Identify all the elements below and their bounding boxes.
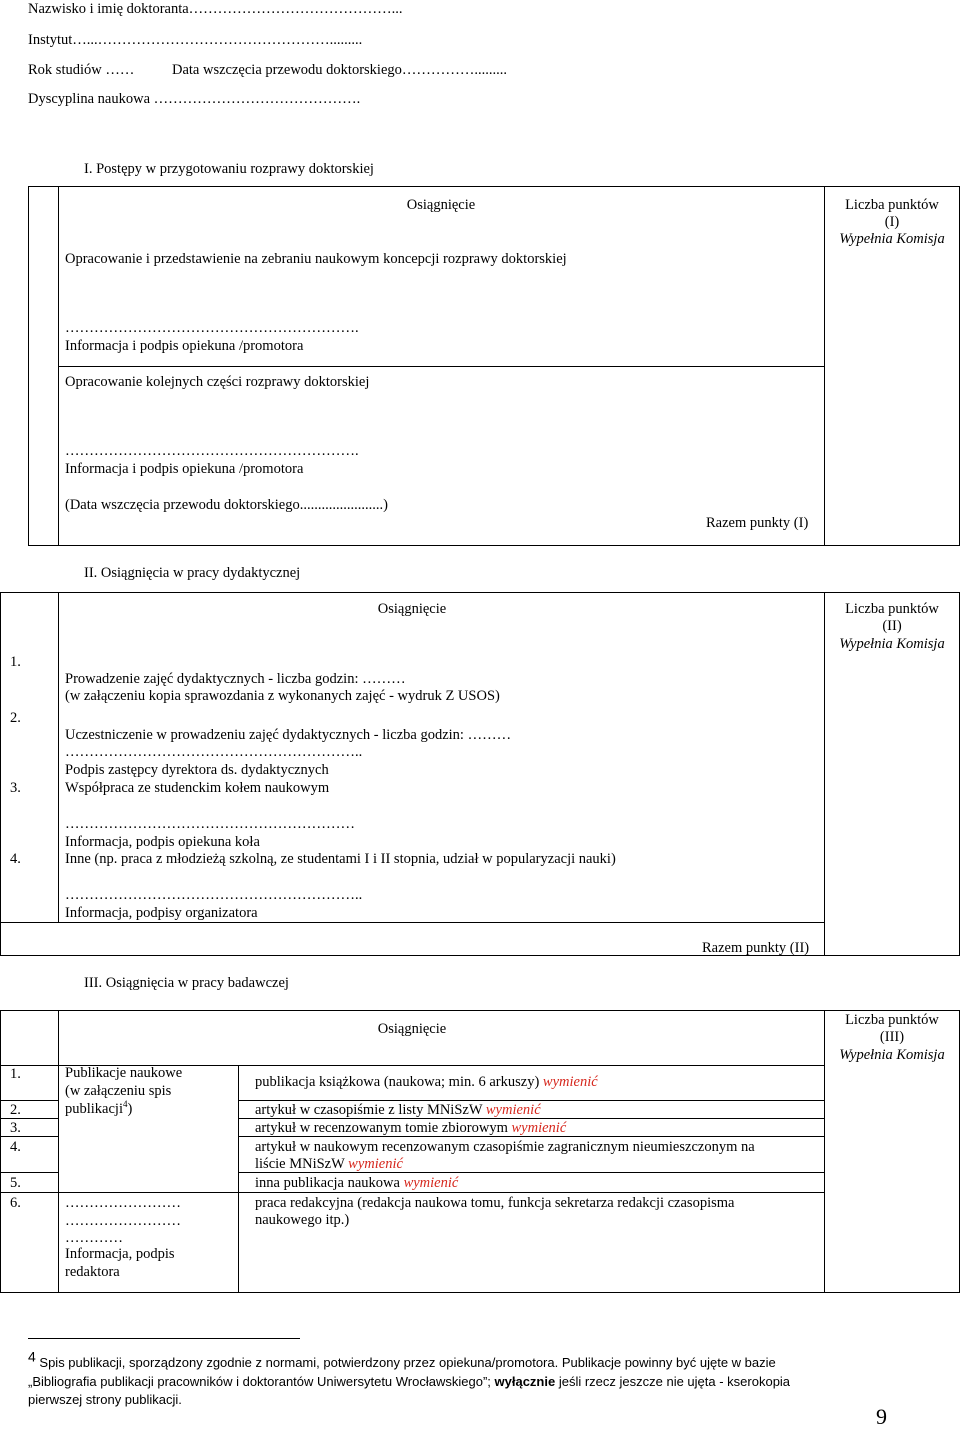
section-3-row-1: publikacja książkowa (naukowa; min. 6 arkuszy) wymienić xyxy=(255,1074,598,1090)
fill-in-marker: wymienić xyxy=(403,1175,459,1191)
doctoral-student-name-line: Nazwisko i imię doktoranta……………………………………... xyxy=(28,1,403,17)
section-3-row-6-line-2: naukowego itp.) xyxy=(255,1212,350,1228)
institute-line: Instytut…...…………………………………………......... xyxy=(28,32,363,48)
section-2-row-number-4: 4. xyxy=(10,851,21,867)
section-2-points-header: Liczba punktów xyxy=(845,601,939,617)
section-2-deputy-director-signature: Podpis zastępcy dyrektora ds. dydaktycznych xyxy=(65,762,329,778)
fill-in-marker: wymienić xyxy=(348,1156,403,1172)
section-3-editor-signature-2: redaktora xyxy=(65,1264,120,1280)
fill-in-marker: wymienić xyxy=(542,1074,598,1090)
section-2-club-supervisor-signature: Informacja, podpis opiekuna koła xyxy=(65,834,260,850)
section-1-commission-note: Wypełnia Komisja xyxy=(839,231,945,247)
section-2-other-activities: Inne (np. praca z młodzieżą szkolną, ze studentami I i II stopnia, udział w popularyzacji nauki) xyxy=(65,851,616,867)
section-1-dots-1: ……………………………………………………. xyxy=(65,320,359,336)
section-1-dots-2: ……………………………………………………. xyxy=(65,443,359,459)
section-2-title: II. Osiągnięcia w pracy dydaktycznej xyxy=(84,565,301,581)
section-3-editor-dots-2: …………………… xyxy=(65,1213,181,1229)
section-3-row-divider-4a xyxy=(0,1172,58,1173)
section-3-row-5: inna publikacja naukowa wymienić xyxy=(255,1175,459,1191)
section-1-row-divider xyxy=(58,366,824,367)
section-3-achievement-header: Osiągnięcie xyxy=(377,1021,447,1037)
section-2-commission-note: Wypełnia Komisja xyxy=(839,636,945,652)
section-2-organizer-signature: Informacja, podpisy organizatora xyxy=(65,905,258,921)
section-1-points-roman: (I) xyxy=(884,214,900,230)
section-2-dots-2: …………………………………………………….. xyxy=(65,744,363,760)
section-1-achievement-header: Osiągnięcie xyxy=(406,197,476,213)
footnote-reference-4: 4 xyxy=(123,1099,128,1110)
section-2-assisting-hours: Uczestniczenie w prowadzeniu zajęć dydaktycznych - liczba godzin: ……… xyxy=(65,727,512,743)
section-3-points-roman: (III) xyxy=(879,1029,905,1045)
section-3-publications-label-2: (w załączeniu spis xyxy=(65,1083,172,1099)
footnote-mark: 4 xyxy=(28,1348,36,1365)
section-3-row-4-line-2: liście MNiSzW wymienić xyxy=(255,1156,403,1172)
section-3-publications-label-1: Publikacje naukowe xyxy=(65,1065,183,1081)
section-3-row-6-line-1: praca redakcyjna (redakcja naukowa tomu, funkcja sekretarza redakcji czasopisma xyxy=(255,1195,735,1211)
section-3-number-column-line xyxy=(58,1010,59,1293)
section-1-supervisor-signature-2: Informacja i podpis opiekuna /promotora xyxy=(65,461,304,477)
section-3-row-number-5: 5. xyxy=(10,1175,21,1191)
section-2-total-points: Razem punkty (II) xyxy=(702,940,810,956)
footnote-separator xyxy=(28,1338,300,1339)
section-2-row-number-3: 3. xyxy=(10,780,21,796)
section-1-item-concept: Opracowanie i przedstawienie na zebraniu naukowym koncepcji rozprawy doktorskiej xyxy=(65,251,567,267)
section-2-dots-3: …………………………………………………… xyxy=(65,816,355,832)
section-3-publications-label-3: publikacji$^4$) xyxy=(65,1099,133,1117)
section-1-title: I. Postępy w przygotowaniu rozprawy doktorskiej xyxy=(84,161,374,177)
proceedings-start-date-label: Data wszczęcia przewodu doktorskiego……………......... xyxy=(172,62,508,78)
section-3-editor-signature-1: Informacja, podpis xyxy=(65,1246,175,1262)
footnote-line-2: „Bibliografia publikacji pracowników i doktorantów Uniwersytetu Wrocławskiego”; wyłącznie jeśli rzecz jeszcze nie ujęta - kserokopia xyxy=(28,1374,791,1389)
section-2-points-roman: (II) xyxy=(882,618,902,634)
section-1-start-date-note: (Data wszczęcia przewodu doktorskiego.......................) xyxy=(65,497,388,513)
section-2-row-number-1: 1. xyxy=(10,654,21,670)
section-3-row-3: artykuł w recenzowanym tomie zbiorowym wymienić xyxy=(255,1120,567,1136)
section-1-total-points: Razem punkty (I) xyxy=(706,515,809,531)
section-2-total-divider xyxy=(0,922,824,923)
section-2-teaching-hours: Prowadzenie zajęć dydaktycznych - liczba godzin: ……… xyxy=(65,671,406,687)
section-3-row-number-2: 2. xyxy=(10,1102,21,1118)
section-3-row-divider-1a xyxy=(0,1100,58,1101)
section-2-dots-4: …………………………………………………….. xyxy=(65,887,363,903)
section-2-achievement-header: Osiągnięcie xyxy=(377,601,447,617)
section-3-title: III. Osiągnięcia w pracy badawczej xyxy=(84,975,289,991)
section-3-row-4-line-1: artykuł w naukowym recenzowanym czasopiśmie zagranicznym nieumieszczonym na xyxy=(255,1139,755,1155)
discipline-line: Dyscyplina naukowa ……………………………………. xyxy=(28,91,361,107)
fill-in-marker: wymienić xyxy=(511,1120,567,1136)
page-number: 9 xyxy=(876,1404,887,1429)
fill-in-marker: wymienić xyxy=(485,1102,541,1118)
section-3-row-divider-5 xyxy=(0,1192,824,1193)
section-3-row-number-1: 1. xyxy=(10,1066,21,1082)
section-2-student-club-cooperation: Współpraca ze studenckim kołem naukowym xyxy=(65,780,330,796)
section-2-teaching-report-note: (w załączeniu kopia sprawozdania z wykonanych zajęć - wydruk Z USOS) xyxy=(65,688,500,704)
section-3-commission-note: Wypełnia Komisja xyxy=(839,1047,945,1063)
section-3-row-number-4: 4. xyxy=(10,1139,21,1155)
section-3-editor-dots-3: ………… xyxy=(65,1230,123,1246)
section-3-row-number-3: 3. xyxy=(10,1120,21,1136)
section-3-row-divider-2a xyxy=(0,1118,58,1119)
section-1-points-header: Liczba punktów xyxy=(845,197,939,213)
section-3-row-number-6: 6. xyxy=(10,1195,21,1211)
section-1-supervisor-signature-1: Informacja i podpis opiekuna /promotora xyxy=(65,338,304,354)
section-1-item-chapters: Opracowanie kolejnych części rozprawy doktorskiej xyxy=(65,374,370,390)
section-2-number-column-line xyxy=(58,592,59,922)
section-2-row-number-2: 2. xyxy=(10,710,21,726)
footnote-line-3: pierwszej strony publikacji. xyxy=(28,1392,182,1407)
section-3-row-2: artykuł w czasopiśmie z listy MNiSzW wymienić xyxy=(255,1102,541,1118)
section-3-row-divider-3a xyxy=(0,1136,58,1137)
section-3-editor-dots-1: …………………… xyxy=(65,1195,181,1211)
footnote-line-1: 4 Spis publikacji, sporządzony zgodnie z normami, potwierdzony przez opiekuna/promotora. Publikacje powinny być ujęte w bazie xyxy=(28,1348,776,1370)
study-year-label: Rok studiów …… xyxy=(28,62,135,78)
section-3-points-header: Liczba punktów xyxy=(845,1012,939,1028)
